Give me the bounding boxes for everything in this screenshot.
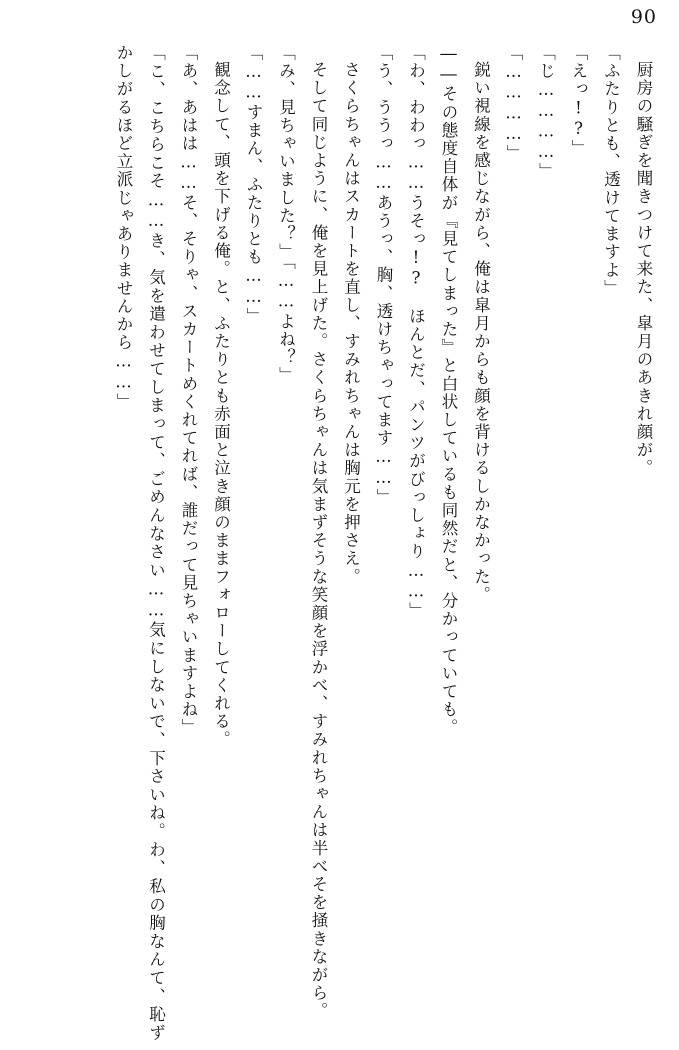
paragraph: そして同じように、俺を見上げた。さくらちゃんは気まずそうな笑顔を浮かべ、すみれちゃんは半べそを掻きながら。: [309, 60, 328, 1020]
page-text-body: [18, 44, 659, 1042]
paragraph: ――その態度自体が『見てしまった』と白状しているも同然だと、分かっていても。: [439, 44, 458, 737]
paragraph: 「こ、こちらこそ……き、気を遣わせてしまって、ごめんなさい……気にしないで、下さいね。わ、私の胸なんて、恥ずかしがるほど立派じゃありませんから……」: [114, 44, 166, 1042]
paragraph: さくらちゃんはスカートを直し、すみれちゃんは胸元を押さえ。: [341, 60, 361, 586]
paragraph: 厨房の騒ぎを聞きつけて来た、皐月のあきれ顔が。: [634, 60, 653, 477]
paragraph: 鋭い視線を感じながら、俺は皐月からも顔を背けるしかなかった。: [471, 60, 491, 604]
paragraph: 「ふたりとも、透けてますよ」: [601, 44, 621, 298]
paragraph: 「わ、わわっ……うそっ!? ほんとだ、パンツがびっしょり……」: [406, 44, 426, 621]
paragraph: 「う、ううっ……あうっ、胸、透けちゃってます……」: [374, 44, 393, 507]
paragraph: 「えっ!?」: [569, 44, 588, 158]
paragraph: 「あ、あはは……そ、そりゃ、スカートめくれてれば、誰だって見ちゃいますよね」: [179, 44, 198, 737]
paragraph: 「じ…………」: [536, 44, 556, 181]
paragraph: 観念して、頭を下げる俺。と、ふたりとも赤面と泣き顔のままフォローしてくれる。: [211, 60, 231, 749]
paragraph: 「…………」: [504, 44, 523, 163]
paragraph: 「……すまん、ふたりとも……」: [244, 44, 263, 326]
page-number: 90: [630, 6, 657, 28]
paragraph: 「み、見ちゃいました？」「……よね？」: [276, 44, 296, 385]
